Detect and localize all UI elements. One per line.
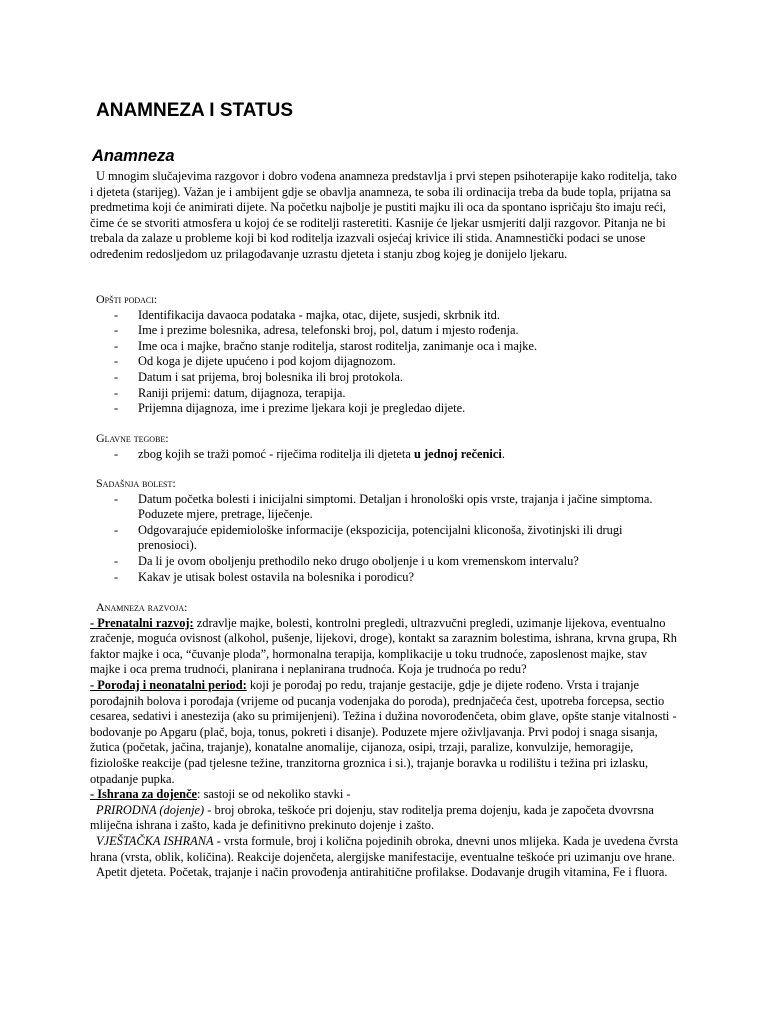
label-vjestacka: VJEŠTAČKA ISHRANA (96, 833, 214, 848)
section-opsti-podaci (90, 292, 680, 417)
paragraph-apetit: Apetit djeteta. Početak, trajanje i način provođenja antirahitične profilakse. Dodavanje drugih vitamina, Fe i fluora. (96, 865, 668, 880)
paragraph-prirodna (90, 803, 680, 834)
list-item: - Od koga je dijete upućeno i pod kojom dijagnozom. (90, 354, 680, 370)
list-sadasnja-bolest (90, 492, 680, 586)
text-porod: koji je porođaj po redu, trajanje gestacije, gdje je dijete rođeno. Vrsta i trajanje porođajnih bolova i porođaja (vrijeme od pucanja vodenjaka do poroda), prednjačeća čest, upotreba forcepsa, sectio cesarea, sedativi i anestezija (ako su primijenjeni). Težina i dužina novorođenčeta, obim glave, opšte stanje vitalnosti - bodovanje po Apgaru (plač, boja, tonus, pokreti i disanje). Poduzete mjere oživljavanja. Prvi podoj i snaga sisanja, žutica (početak, jačina, trajanje), konatalne anomalije, cijanoza, osipi, trzaji, paralize, konvulzije, hemoragije, fiziološke reakcije (pad tjelesne težine, tranzitorna groznica i si.), trajanje boravka u rodilištu i težina pri izlasku, otpadanje pupka. (90, 677, 677, 786)
list-glavne-tegobe (90, 447, 680, 463)
list-item: - Identifikacija davaoca podataka - majka, otac, dijete, susjedi, skrbnik itd. (90, 308, 680, 324)
text-prenatalni: zdravlje majke, bolesti, kontrolni pregledi, ultrazvučni pregledi, uzimanje lijekova, eventualno zračenje, moguća ovisnost (alkohol, pušenje, lijekovi, droge), kontakt sa zaraznim bolestima, ishrana, krvna grupa, Rh faktor majke i oca, “čuvanje ploda”, hormonalna terapija, komplikacije u toku trudnoće, zaposlenost majke, stav majke i oca prema trudnoći, planirana i neplanirana trudnoća. Koja je trudnoća po redu? (90, 615, 678, 677)
label-prirodna: PRIRODNA (dojenje) (96, 802, 205, 817)
list-item: - Ime oca i majke, bračno stanje roditelja, starost roditelja, zanimanje oca i majke. (90, 339, 680, 355)
list-item: - Da li je ovom oboljenju prethodilo neko drugo oboljenje i u kom vremenskom intervalu? (90, 554, 680, 570)
section-anamneza-razvoja (90, 600, 680, 881)
heading-anamneza-razvoja: Anamneza razvoja: (96, 600, 188, 614)
paragraph-porod (90, 678, 680, 787)
intro-paragraph-block (90, 169, 680, 263)
intro-paragraph: U mnogim slučajevima razgovor i dobro vođena anamneza predstavlja i prvi stepen psihoterapije kako roditelja, tako i djeteta (starijeg). Važan je i ambijent gdje se obavlja anamneza, te soba ili ordinacija treba da bude topla, prijatna sa predmetima koji će animirati dijete. Na početku najbolje je pustiti majku ili oca da spontano ispričaju što imaju reći, čime će se stvoriti atmosfera u kojoj će se roditelji rasteretiti. Kasnije će ljekar usmjeriti dalji razgovor. Pitanja ne bi trebala da zalaze u probleme koji bi kod roditelja izazvali osjećaj krivice ili stida. Anamnestički podaci se unose određenim redosljedom uz prilagođavanje uzrastu djeteta i stanju zbog kojeg je donijelo ljekaru. (90, 169, 677, 261)
section-glavne-tegobe (90, 431, 680, 462)
heading-glavne-tegobe: Glavne tegobe: (96, 431, 169, 445)
list-item: - Odgovarajuće epidemiološke informacije (ekspozicija, potencijalni kliconoša, životinjski ili drugi prenosioci). (90, 523, 680, 554)
document-title: ANAMNEZA I STATUS (96, 100, 294, 121)
section-sadasnja-bolest (90, 476, 680, 585)
text-prirodna: - broj obroka, teškoće pri dojenju, stav roditelja prema dojenju, kada je započeta dvovrsna mliječna ishrana i zašto, kada je definitivno prekinuto dojenje i zašto. (90, 802, 654, 833)
section-title-anamneza: Anamneza (92, 147, 175, 165)
text-ishrana: : sastoji se od nekoliko stavki - (197, 787, 351, 802)
list-item: - Ime i prezime bolesnika, adresa, telefonski broj, pol, datum i mjesto rođenja. (90, 323, 680, 339)
label-ishrana: - Ishrana za dojenče (90, 787, 198, 802)
list-item: - Kakav je utisak bolest ostavila na bolesnika i porodicu? (90, 570, 680, 586)
label-prenatalni: - Prenatalni razvoj: (90, 615, 194, 630)
text-vjestacka: - vrsta formule, broj i količna pojedinih obroka, dnevni unos mlijeka. Kada je uvedena čvrsta hrana (vrsta, oblik, količina). Reakcije dojenčeta, alergijske manifestacije, eventualne teškoće pri uzimanju ove hrane. (90, 833, 679, 864)
list-item-bold: u jednoj rečenici (413, 446, 502, 461)
list-item: - Raniji prijemi: datum, dijagnoza, terapija. (90, 386, 680, 402)
list-item: - Datum početka bolesti i inicijalni simptomi. Detaljan i hronološki opis vrste, trajanja i jačine simptoma. Poduzete mjere, pretrage, liječenje. (90, 492, 680, 523)
label-porod: - Porođaj i neonatalni period: (90, 677, 247, 692)
paragraph-ishrana (90, 787, 680, 803)
paragraph-prenatalni (90, 616, 680, 678)
list-item (90, 447, 680, 463)
heading-sadasnja-bolest: Sadašnja bolest: (96, 476, 176, 490)
list-item: - Prijemna dijagnoza, ime i prezime ljekara koji je pregledao dijete. (90, 401, 680, 417)
paragraph-vjestacka (90, 834, 680, 865)
list-opsti-podaci (90, 308, 680, 417)
list-item: - Datum i sat prijema, broj bolesnika ili broj protokola. (90, 370, 680, 386)
list-item-text: zbog kojih se traži pomoć - riječima roditelja ili djeteta (138, 446, 414, 461)
list-item-end: . (501, 446, 505, 461)
heading-opsti-podaci: Opšti podaci: (96, 292, 158, 306)
